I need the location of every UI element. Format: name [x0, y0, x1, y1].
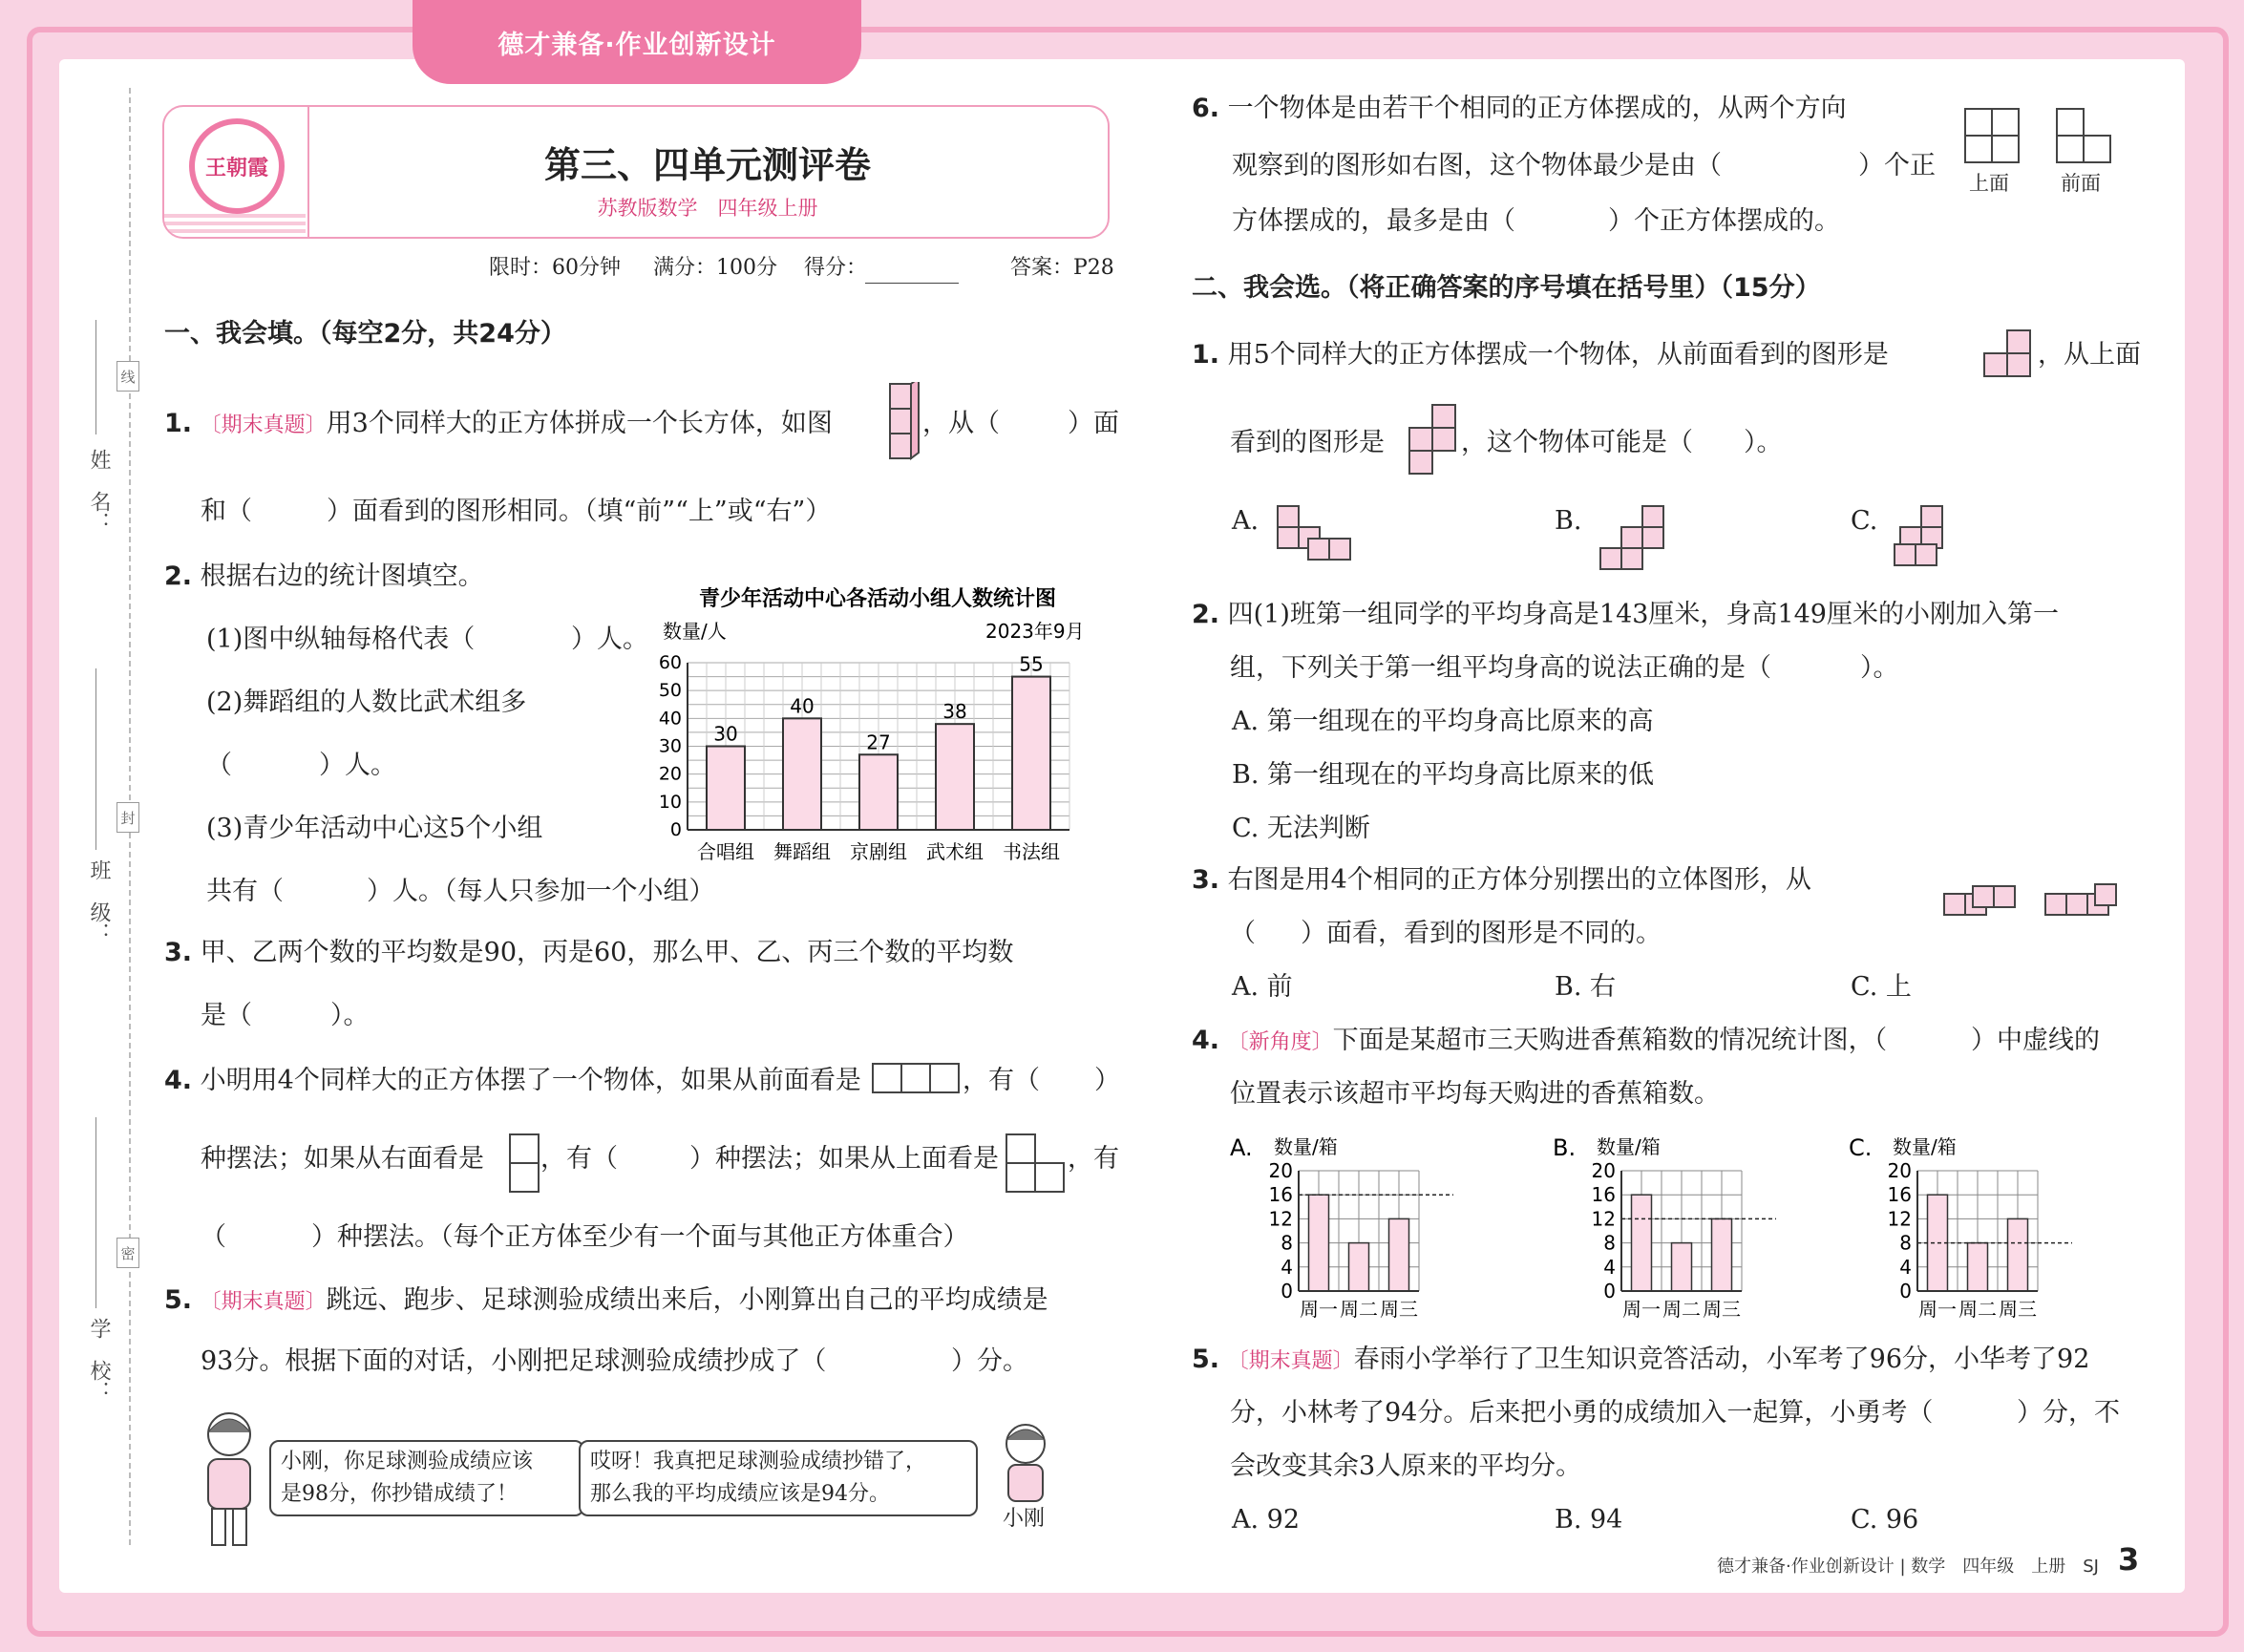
small-chart-bar — [1712, 1218, 1732, 1291]
q3-text-c: ）。 — [330, 1001, 370, 1030]
c1-text-a: 用5个同样大的正方体摆成一个物体，从前面看到的图形是 — [1227, 340, 1889, 370]
small-chart-y-tick: 16 — [1268, 1183, 1293, 1207]
q2-s2c: ）人。 — [319, 751, 396, 780]
c4-text-c: 位置表示该超市平均每天购进的香蕉箱数。 — [1230, 1079, 1720, 1109]
chart-y-tick: 10 — [658, 791, 682, 813]
small-chart-y-tick: 4 — [1281, 1255, 1293, 1279]
c2-option-c[interactable]: C. 无法判断 — [1232, 814, 1370, 843]
c1-line1 — [1192, 340, 1889, 371]
q4-text-c: ） — [1094, 1066, 1120, 1095]
chart-bar — [859, 754, 898, 830]
small-chart-y-tick: 0 — [1899, 1280, 1912, 1303]
chart-data-label: 30 — [713, 722, 738, 746]
q1-number: 1. — [164, 409, 193, 438]
small-chart-y-tick: 8 — [1603, 1231, 1616, 1255]
mark-seal: 封 — [116, 802, 139, 833]
q4-top-view-figure — [1005, 1133, 1068, 1196]
class-label: 班 级： — [87, 859, 111, 943]
small-chart-y-tick: 12 — [1887, 1207, 1912, 1231]
q6-text-a: 一个物体是由若干个相同的正方体摆成的，从两个方向 — [1227, 94, 1847, 123]
chart-x-tick: 书法组 — [1003, 840, 1060, 863]
small-chart-y-tick: 20 — [1887, 1159, 1912, 1182]
c1-top-view-figure — [1408, 403, 1461, 479]
q2-s3b: 共有（ — [206, 877, 284, 906]
c3-option-b[interactable]: B. 右 — [1555, 972, 1617, 1002]
c1-text-c: 看到的图形是 — [1230, 428, 1385, 457]
c4-option-c-chart[interactable] — [1847, 1129, 2124, 1325]
bubble2-line1: 哎呀！我真把足球测验成绩抄错了， — [590, 1450, 927, 1473]
q6-text-c: ）个正 — [1858, 151, 1936, 180]
c3-figure-2 — [2040, 879, 2131, 932]
q3-line1 — [164, 938, 1013, 968]
small-chart-x-tick: 周二 — [1958, 1298, 1997, 1321]
c4-option-b-chart[interactable] — [1551, 1129, 1828, 1325]
q5-text-a: 跳远、跑步、足球测验成绩出来后，小刚算出自己的平均成绩是 — [326, 1285, 1048, 1315]
small-chart-y-tick: 12 — [1268, 1207, 1293, 1231]
name-underline — [95, 320, 96, 434]
q2-s3a: (3)青少年活动中心这5个小组 — [206, 814, 543, 843]
q6-top-view-figure — [1963, 107, 2024, 168]
small-chart-ylabel: 数量/箱 — [1597, 1135, 1661, 1158]
option-label: A. — [1230, 1134, 1253, 1161]
q6-front-label: 前面 — [2061, 172, 2101, 195]
small-chart-y-tick: 0 — [1281, 1280, 1293, 1303]
q2-s2a: (2)舞蹈组的人数比武术组多 — [206, 688, 527, 717]
chart-y-tick: 50 — [658, 680, 682, 702]
xiaogang-illustration — [993, 1419, 1060, 1505]
c5-text-c: ）分，不 — [2017, 1398, 2120, 1428]
c1-text-d: ，这个物体可能是（ — [1461, 428, 1693, 457]
chart-x-tick: 合唱组 — [697, 840, 754, 863]
q4-text-i: ）种摆法。（每个正方体至少有一个面与其他正方体重合） — [311, 1222, 969, 1252]
q1-tag: 〔期末真题〕 — [200, 413, 327, 437]
chart-bar — [1012, 677, 1050, 830]
small-chart-bar — [1632, 1195, 1652, 1291]
q4-right-view-figure — [508, 1133, 540, 1196]
title-box — [162, 105, 1110, 239]
c4-text-b: ）中虚线的 — [1971, 1026, 2100, 1055]
q3-number: 3. — [164, 938, 193, 967]
small-chart-x-tick: 周一 — [1622, 1298, 1661, 1321]
school-label: 学 校： — [87, 1318, 111, 1402]
chart-data-label: 27 — [866, 731, 891, 754]
c3-text-b: （ — [1230, 919, 1256, 948]
teacher-illustration — [191, 1406, 267, 1549]
score-blank[interactable] — [865, 283, 959, 284]
q1-text-e: ）面看到的图形相同。（填“前”“上”或“右”） — [327, 497, 832, 526]
class-underline — [95, 668, 96, 850]
c2-text-a: 四(1)班第一组同学的平均身高是143厘米，身高149厘米的小刚加入第一 — [1227, 600, 2059, 629]
q2-s3c: ）人。（每人只参加一个小组） — [367, 877, 715, 906]
c5-text-b: 分，小林考了94分。后来把小勇的成绩加入一起算，小勇考（ — [1230, 1398, 1934, 1428]
c3-number: 3. — [1192, 865, 1220, 895]
q4-text-g: ，有 — [1068, 1144, 1119, 1174]
chart-bar — [783, 718, 821, 830]
c5-number: 5. — [1192, 1345, 1220, 1374]
small-chart-x-tick: 周一 — [1918, 1298, 1957, 1321]
small-chart-bar — [1349, 1243, 1369, 1291]
option-label: B. — [1553, 1134, 1577, 1161]
small-chart-y-tick: 0 — [1603, 1280, 1616, 1303]
small-chart-x-tick: 周一 — [1300, 1298, 1338, 1321]
q5-tag: 〔期末真题〕 — [200, 1290, 327, 1314]
q4-text-e: ，有（ — [540, 1144, 618, 1174]
chart-x-tick: 舞蹈组 — [773, 840, 831, 863]
small-chart-y-tick: 4 — [1603, 1255, 1616, 1279]
mark-secret: 密 — [116, 1238, 139, 1268]
q4-number: 4. — [164, 1066, 193, 1095]
chart-y-tick: 60 — [658, 652, 682, 673]
q6-text-e: ）个正方体摆成的。 — [1608, 206, 1840, 236]
q1-text-b: ，从（ — [922, 409, 1000, 438]
school-underline — [95, 1117, 96, 1308]
chart-data-label: 40 — [790, 694, 815, 718]
chart-bar — [707, 747, 745, 831]
chart-y-tick: 30 — [658, 735, 682, 757]
section-2-heading: 二、我会选。（将正确答案的序号填在括号里）（15分） — [1192, 273, 1821, 303]
c5-text-d: 会改变其余3人原来的平均分。 — [1230, 1451, 1582, 1481]
chart-y-tick: 20 — [658, 763, 682, 785]
c3-text-c: ）面看，看到的图形是不同的。 — [1301, 919, 1662, 948]
chart-ylabel: 数量/人 — [663, 620, 727, 643]
chart-y-tick: 40 — [658, 708, 682, 730]
c1-text-b: ，从上面 — [2038, 340, 2141, 370]
small-chart-ylabel: 数量/箱 — [1274, 1135, 1338, 1158]
q5-line1 — [164, 1285, 1048, 1316]
chart-date: 2023年9月 — [985, 620, 1085, 643]
q6-top-label: 上面 — [1969, 172, 2009, 195]
c1-option-c-figure — [1891, 502, 1952, 569]
q1-line1 — [164, 409, 833, 439]
q6-line1 — [1192, 94, 1847, 124]
bubble1-line2: 是98分，你抄错成绩了！ — [281, 1482, 518, 1507]
chart-x-tick: 京剧组 — [850, 840, 907, 863]
c1-text-e: ）。 — [1744, 428, 1783, 457]
c1-option-c[interactable]: C. — [1851, 506, 1878, 536]
c5-line1 — [1192, 1345, 2089, 1375]
q1-text-a: 用3个同样大的正方体拼成一个长方体，如图 — [326, 409, 833, 438]
c3-option-a[interactable]: A. 前 — [1232, 972, 1293, 1002]
small-chart-y-tick: 16 — [1591, 1183, 1616, 1207]
q4-front-view-figure — [871, 1062, 963, 1096]
c4-text-a: 下面是某超市三天购进香蕉箱数的情况统计图，（ — [1332, 1026, 1888, 1055]
q2-text: 根据右边的统计图填空。 — [200, 561, 484, 591]
q6-text-d: 方体摆成的，最多是由（ — [1232, 206, 1515, 236]
q4-line1 — [164, 1066, 861, 1096]
c2-number: 2. — [1192, 600, 1220, 629]
q2-s2b: （ — [206, 751, 232, 780]
small-chart-x-tick: 周二 — [1662, 1298, 1701, 1321]
bubble1-line1: 小刚，你足球测验成绩应该 — [281, 1450, 534, 1473]
small-chart-y-tick: 8 — [1281, 1231, 1293, 1255]
xiaogang-name: 小刚 — [1003, 1507, 1046, 1531]
small-chart-bar — [1968, 1243, 1988, 1291]
q1-text-c: ）面 — [1068, 409, 1119, 438]
page-subtitle: 苏教版数学 四年级上册 — [597, 197, 818, 220]
c1-option-a-figure — [1274, 500, 1354, 567]
small-chart-y-tick: 16 — [1887, 1183, 1912, 1207]
speech-bubble-teacher — [269, 1440, 584, 1516]
small-chart-bar — [1672, 1243, 1692, 1291]
q5-text-b: 93分。根据下面的对话，小刚把足球测验成绩抄成了（ — [201, 1346, 827, 1376]
c3-figure-1 — [1938, 879, 2030, 932]
small-chart-y-tick: 4 — [1899, 1255, 1912, 1279]
c2-option-b[interactable]: B. 第一组现在的平均身高比原来的低 — [1232, 760, 1655, 790]
section-1-heading: 一、我会填。（每空2分，共24分） — [164, 319, 566, 349]
score-label: 得分： — [804, 256, 868, 280]
c3-option-c[interactable]: C. 上 — [1851, 972, 1912, 1002]
q4-text-b: ，有（ — [963, 1066, 1040, 1095]
full-score: 满分：100分 — [653, 256, 777, 280]
c4-number: 4. — [1192, 1026, 1220, 1055]
q5-number: 5. — [164, 1285, 193, 1315]
c3-text-a: 右图是用4个相同的正方体分别摆出的立体图形，从 — [1227, 865, 1811, 895]
q6-front-view-figure — [2055, 107, 2116, 168]
bubble2-line2: 那么我的平均成绩应该是94分。 — [590, 1482, 890, 1507]
q1-cuboid-figure — [888, 382, 921, 464]
q4-text-d: 种摆法；如果从右面看是 — [201, 1144, 484, 1174]
small-chart-x-tick: 周二 — [1340, 1298, 1378, 1321]
chart-title: 青少年活动中心各活动小组人数统计图 — [699, 587, 1057, 611]
small-chart-x-tick: 周三 — [1999, 1298, 2037, 1321]
mark-line: 线 — [116, 361, 139, 392]
c1-option-b[interactable]: B. — [1555, 506, 1582, 536]
small-chart-x-tick: 周三 — [1703, 1298, 1741, 1321]
footer-text: 德才兼备·作业创新设计 | 数学 四年级 上册 SJ — [1717, 1557, 2099, 1577]
c1-number: 1. — [1192, 340, 1220, 370]
c4-line1 — [1192, 1026, 1887, 1056]
small-chart-ylabel: 数量/箱 — [1893, 1135, 1957, 1158]
header-tab: 德才兼备·作业创新设计 — [413, 0, 861, 84]
q2-s1b: ）人。 — [571, 625, 648, 654]
small-chart-y-tick: 12 — [1591, 1207, 1616, 1231]
time-limit: 限时：60分钟 — [489, 256, 621, 280]
q6-number: 6. — [1192, 94, 1220, 123]
c2-text-c: ）。 — [1860, 653, 1899, 683]
c4-tag: 〔新角度〕 — [1227, 1030, 1333, 1054]
chart-y-tick: 0 — [669, 819, 682, 840]
small-chart-x-tick: 周三 — [1380, 1298, 1418, 1321]
option-label: C. — [1849, 1134, 1873, 1161]
small-chart-y-tick: 8 — [1899, 1231, 1912, 1255]
chart-x-tick: 武术组 — [926, 840, 984, 863]
chart-data-label: 55 — [1019, 652, 1044, 676]
c2-option-a[interactable]: A. 第一组现在的平均身高比原来的高 — [1232, 707, 1654, 736]
name-label: 姓 名： — [87, 449, 111, 533]
c5-option-a[interactable]: A. 92 — [1232, 1505, 1301, 1535]
brand-logo: 王朝霞 — [189, 118, 285, 214]
q4-text-h: （ — [201, 1222, 226, 1252]
c3-line1 — [1192, 865, 1811, 896]
small-chart-bar — [2008, 1218, 2028, 1291]
c2-line1 — [1192, 600, 2059, 630]
c1-option-a[interactable]: A. — [1232, 506, 1260, 536]
q4-text-a: 小明用4个同样大的正方体摆了一个物体，如果从前面看是 — [200, 1066, 861, 1095]
small-chart-y-tick: 20 — [1591, 1159, 1616, 1182]
c1-option-b-figure — [1595, 502, 1675, 573]
small-chart-bar — [1389, 1218, 1409, 1291]
q4-text-f: ）种摆法；如果从上面看是 — [689, 1144, 999, 1174]
q1-text-d: 和（ — [201, 497, 252, 526]
page-title: 第三、四单元测评卷 — [543, 144, 871, 186]
c5-tag: 〔期末真题〕 — [1227, 1349, 1354, 1373]
chart-bar — [936, 724, 974, 830]
q5-text-c: ）分。 — [951, 1346, 1028, 1376]
c1-front-view-figure — [1982, 328, 2036, 382]
c4-option-a-chart[interactable] — [1228, 1129, 1505, 1325]
chart-data-label: 38 — [942, 700, 967, 724]
small-chart-y-tick: 20 — [1268, 1159, 1293, 1182]
c5-option-c[interactable]: C. 96 — [1851, 1505, 1919, 1535]
page-number: 3 — [2118, 1541, 2140, 1578]
c5-option-b[interactable]: B. 94 — [1555, 1505, 1623, 1535]
small-chart-bar — [1309, 1195, 1329, 1291]
c5-text-a: 春雨小学举行了卫生知识竞答活动，小军考了96分，小华考了92 — [1353, 1345, 2090, 1374]
c2-text-b: 组，下列关于第一组平均身高的说法正确的是（ — [1230, 653, 1771, 683]
q2-s1a: (1)图中纵轴每格代表（ — [206, 625, 476, 654]
q2-number: 2. — [164, 561, 193, 591]
q3-text-a: 甲、乙两个数的平均数是90，丙是60，那么甲、乙、丙三个数的平均数 — [200, 938, 1014, 967]
speech-bubble-xiaogang — [579, 1440, 978, 1516]
q2-line — [164, 561, 484, 592]
activity-group-bar-chart — [649, 579, 1127, 865]
answer-ref: 答案：P28 — [1010, 256, 1114, 280]
q3-text-b: 是（ — [201, 1001, 252, 1030]
q6-text-b: 观察到的图形如右图，这个物体最少是由（ — [1232, 151, 1722, 180]
